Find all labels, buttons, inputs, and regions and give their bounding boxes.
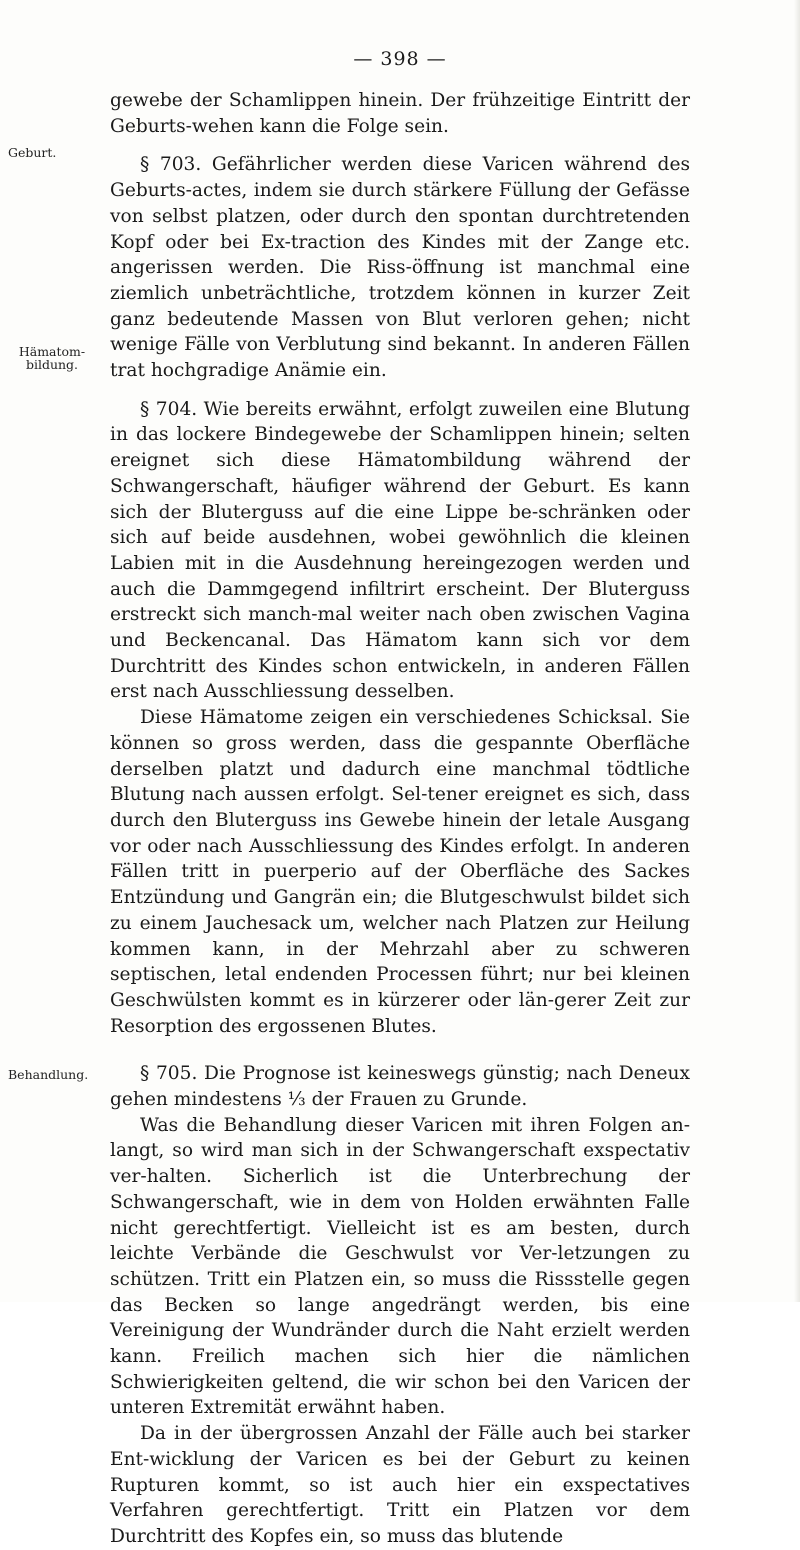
margin-note-haematombildung: Hämatom- bildung. (18, 344, 86, 372)
paragraph-705: § 705. Die Prognose ist keineswegs günstig; nach Deneux gehen mindestens ⅓ der Frauen zu Grunde. (110, 1063, 690, 1111)
page-number: — 398 — (353, 48, 447, 70)
body-text (110, 88, 690, 1550)
margin-note-geburt: Geburt. (8, 145, 57, 160)
paragraph-behandlung: Was die Behandlung dieser Varicen mit ihren Folgen an-langt, so wird man sich in der Schwangerschaft exspectativ ver-halten. Sicherlich ist die Unterbrechung der Schwangerschaft, wie in dem von Holden erwähnten Falle nicht gerechtfertigt. Vielleicht ist es am besten, durch leichte Verbände die Geschwulst vor Ver-letzungen zu schützen. Tritt ein Platzen ein, so muss die Rissstelle gegen das Becken so lange angedrängt werden, bis eine Vereinigung der Wundränder durch die Naht erzielt werden kann. Freilich machen sich hier die nämlichen Schwierigkeiten geltend, die wir schon bei den Varicen der unteren Extremität erwähnt haben. (110, 1114, 690, 1419)
page-edge-shadow (794, 0, 800, 1302)
margin-note-behandlung: Behandlung. (8, 1067, 89, 1082)
paragraph-haematome-schicksal: Diese Hämatome zeigen ein verschiedenes Schicksal. Sie können so gross werden, dass die gespannte Oberfläche derselben platzt und dadurch eine manchmal tödtliche Blutung nach aussen erfolgt. Sel-tener ereignet es sich, dass durch den Bluterguss ins Gewebe hinein der letale Ausgang vor oder nach Ausschliessung des Kindes erfolgt. In anderen Fällen tritt in puerperio auf der Oberfläche des Sackes Entzündung und Gangrän ein; die Blutgeschwulst bildet sich zu einem Jauchesack um, welcher nach Platzen zur Heilung kommen kann, in der Mehrzahl aber zu schweren septischen, letal endenden Processen führt; nur bei kleinen Geschwülsten kommt es in kürzerer oder län-gerer Zeit zur Resorption des ergossenen Blutes. (110, 707, 690, 1037)
paragraph-1: gewebe der Schamlippen hinein. Der frühzeitige Eintritt der Geburts-wehen kann die Folge sein. (110, 90, 690, 137)
paragraph-703: § 703. Gefährlicher werden diese Varicen während des Geburts-actes, indem sie durch stärkere Füllung der Gefässe von selbst platzen, oder durch den spontan durchtretenden Kopf oder bei Ex-traction des Kindes mit der Zange etc. angerissen werden. Die Riss-öffnung ist manchmal eine ziemlich unbeträchtliche, trotzdem können in kurzer Zeit ganz bedeutende Massen von Blut verloren gehen; nicht wenige Fälle von Verblutung sind bekannt. In anderen Fällen trat hochgradige Anämie ein. (110, 154, 690, 382)
paragraph-geburt-verfahren: Da in der übergrossen Anzahl der Fälle auch bei starker Ent-wicklung der Varicen es bei der Geburt zu keinen Rupturen kommt, so ist auch hier ein exspectatives Verfahren gerechtfertigt. Tritt ein Platzen vor dem Durchtritt des Kopfes ein, so muss das blutende (110, 1423, 690, 1547)
paragraph-704: § 704. Wie bereits erwähnt, erfolgt zuweilen eine Blutung in das lockere Bindegewebe der Schamlippen hinein; selten ereignet sich diese Hämatombildung während der Schwangerschaft, häufiger während der Geburt. Es kann sich der Bluterguss auf die eine Lippe be-schränken oder sich auf beide ausdehnen, wobei gewöhnlich die kleinen Labien mit in die Ausdehnung hereingezogen werden und auch die Dammgegend infiltrirt erscheint. Der Bluterguss erstreckt sich manch-mal weiter nach oben zwischen Vagina und Beckencanal. Das Hämatom kann sich vor dem Durchtritt des Kindes schon entwickeln, in anderen Fällen erst nach Ausschliessung desselben. (110, 398, 690, 703)
